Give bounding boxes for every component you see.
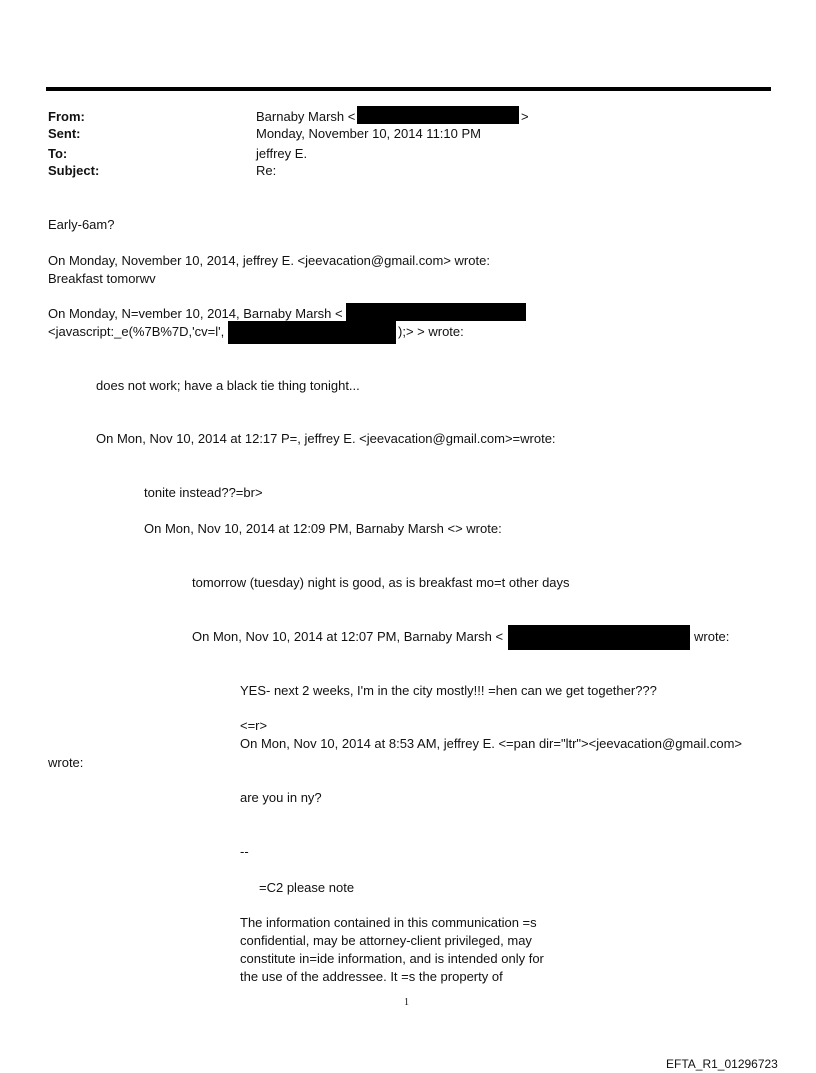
from-label: From: <box>48 109 85 124</box>
to-label: To: <box>48 146 68 161</box>
body-line: Early-6am? <box>48 217 115 232</box>
body-line: -- <box>240 844 249 859</box>
body-line: On Mon, Nov 10, 2014 at 12:07 PM, Barnaby Marsh < <box>192 629 504 644</box>
body-line: Breakfast tomorwv <box>48 271 156 286</box>
redaction-box <box>357 106 519 124</box>
body-line: constitute in=ide information, and is intended only for <box>240 951 544 966</box>
redaction-box <box>228 321 396 344</box>
body-line: =C2 please note <box>259 880 355 895</box>
to-value: jeffrey E. <box>256 146 308 161</box>
header-rule <box>46 87 771 91</box>
body-line: On Mon, Nov 10, 2014 at 12:09 PM, Barnaby Marsh <> wrote: <box>144 521 502 536</box>
body-line: tomorrow (tuesday) night is good, as is breakfast mo=t other days <box>192 575 570 590</box>
redaction-box <box>508 625 690 650</box>
redaction-box <box>346 303 526 321</box>
sent-label: Sent: <box>48 126 81 141</box>
body-line: wrote: <box>694 629 730 644</box>
body-line: On Mon, Nov 10, 2014 at 12:17 P=, jeffrey E. <jeevacation@gmail.com>=wrote: <box>96 431 556 446</box>
from-bracket-close: > <box>521 109 529 124</box>
body-line: The information contained in this communication =s <box>240 915 537 930</box>
body-line: confidential, may be attorney-client privileged, may <box>240 933 532 948</box>
body-line: <=r> <box>240 718 268 733</box>
page-number: 1 <box>404 997 409 1008</box>
body-line: does not work; have a black tie thing tonight... <box>96 378 360 393</box>
document-id: EFTA_R1_01296723 <box>666 1057 778 1071</box>
body-line: YES- next 2 weeks, I'm in the city mostly!!! =hen can we get together??? <box>240 683 657 698</box>
subject-value: Re: <box>256 163 277 178</box>
body-line: On Mon, Nov 10, 2014 at 8:53 AM, jeffrey E. <=pan dir="ltr"><jeevacation@gmail.com> <box>240 736 743 751</box>
from-value: Barnaby Marsh < <box>256 109 356 124</box>
body-line: tonite instead??=br> <box>144 485 263 500</box>
body-line: the use of the addressee. It =s the property of <box>240 969 503 984</box>
body-line: <javascript:_e(%7B%7D,'cv=l', <box>48 324 225 339</box>
sent-value: Monday, November 10, 2014 11:10 PM <box>256 126 481 141</box>
body-line: );> > wrote: <box>398 324 464 339</box>
body-line: On Monday, November 10, 2014, jeffrey E. <jeevacation@gmail.com> wrote: <box>48 253 490 268</box>
body-line: are you in ny? <box>240 790 322 805</box>
body-line: On Monday, N=vember 10, 2014, Barnaby Marsh < <box>48 306 343 321</box>
body-line: wrote: <box>48 755 84 770</box>
subject-label: Subject: <box>48 163 100 178</box>
